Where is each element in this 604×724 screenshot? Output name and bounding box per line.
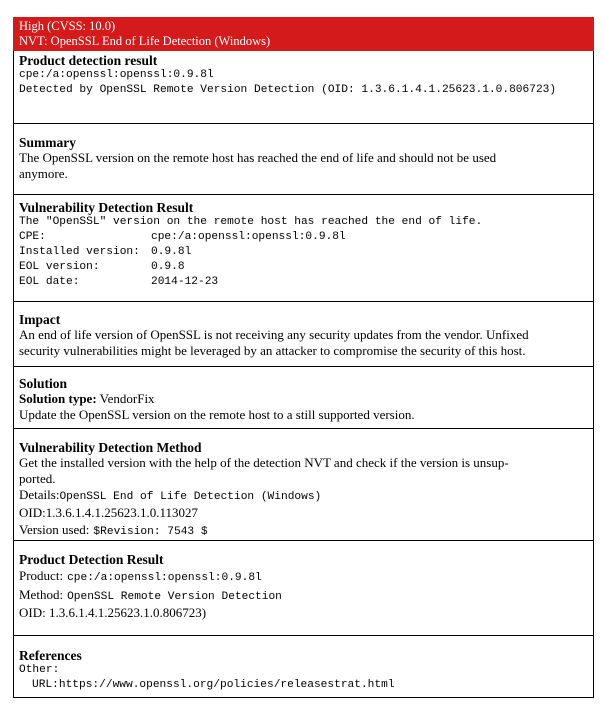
vdm-section	[19, 440, 589, 540]
vdr-row	[19, 275, 589, 290]
vdm-version-label: Version used:	[19, 521, 90, 537]
solution-type-value: VendorFix	[99, 391, 155, 406]
section-title: Product detection result	[19, 53, 158, 68]
vdr-key: CPE:	[19, 231, 46, 243]
pdr-product-value: cpe:/a:openssl:openssl:0.9.8l	[67, 572, 262, 584]
severity-header	[13, 17, 594, 51]
vdr-value: 0.9.8l	[151, 246, 192, 258]
vdr-intro: The "OpenSSL" version on the remote host has reached the end of life.	[19, 216, 483, 228]
section-title: References	[19, 648, 82, 663]
product-detection-section	[19, 53, 589, 98]
vdr-key: EOL version:	[19, 261, 100, 273]
section-title: Product Detection Result	[19, 552, 164, 567]
section-title: Summary	[19, 135, 76, 150]
vdm-line: Get the installed version with the help of the detection NVT and check if the version is unsup-	[19, 455, 509, 470]
vdr-section	[19, 200, 589, 290]
vdm-version-value: $Revision: 7543 $	[93, 525, 208, 538]
detected-cpe: cpe:/a:openssl:openssl:0.9.8l	[19, 69, 214, 81]
impact-line: An end of life version of OpenSSL is not receiving any security updates from the vendor. Unfixed	[19, 327, 529, 342]
section-title: Vulnerability Detection Result	[19, 200, 194, 215]
pdr-method-value: OpenSSL Remote Version Detection	[67, 591, 282, 603]
detected-by: Detected by OpenSSL Remote Version Detection (OID: 1.3.6.1.4.1.25623.1.0.806723)	[19, 84, 557, 96]
vdr-value: cpe:/a:openssl:openssl:0.9.8l	[151, 231, 346, 243]
pdr-product	[19, 567, 589, 586]
vdr-key: EOL date:	[19, 276, 80, 288]
summary-line: anymore.	[19, 165, 68, 181]
section-title: Impact	[19, 312, 61, 327]
references-section	[19, 648, 589, 693]
impact-section	[19, 312, 589, 358]
vdr-key: Installed version:	[19, 246, 140, 258]
solution-type	[19, 391, 589, 407]
vdm-oid: OID:1.3.6.1.4.1.25623.1.0.113027	[19, 505, 198, 520]
impact-line: security vulnerabilities might be leveraged by an attacker to compromise the security of this host.	[19, 342, 526, 358]
solution-section	[19, 376, 589, 422]
vdr-row	[19, 230, 589, 245]
summary-line: The OpenSSL version on the remote host has reached the end of life and should not be used	[19, 150, 497, 165]
vdm-details	[19, 486, 589, 505]
section-title: Vulnerability Detection Method	[19, 440, 202, 455]
pdr-method	[19, 586, 589, 605]
vdr-value: 2014-12-23	[151, 276, 219, 288]
summary-section	[19, 135, 589, 181]
vdr-row	[19, 260, 589, 275]
reference-link[interactable]: URL:https://www.openssl.org/policies/releasestrat.html	[32, 679, 395, 691]
pdr-method-label: Method:	[19, 587, 64, 602]
solution-type-label: Solution type:	[19, 391, 97, 406]
references-other: Other:	[19, 664, 60, 676]
pdr-section	[19, 552, 589, 621]
solution-text: Update the OpenSSL version on the remote host to a still supported version.	[19, 406, 415, 422]
vdm-version	[19, 521, 589, 540]
nvt-title: NVT: OpenSSL End of Life Detection (Windows)	[19, 34, 271, 48]
pdr-oid: OID: 1.3.6.1.4.1.25623.1.0.806723)	[19, 605, 207, 620]
vdm-details-label: Details:	[19, 487, 60, 502]
section-title: Solution	[19, 376, 68, 391]
severity-label: High (CVSS: 10.0)	[19, 19, 116, 33]
pdr-product-label: Product:	[19, 568, 64, 583]
vdr-row	[19, 245, 589, 260]
vdr-value: 0.9.8	[151, 261, 185, 273]
vdm-line: ported.	[19, 470, 56, 486]
vdm-details-value: OpenSSL End of Life Detection (Windows)	[59, 491, 322, 503]
